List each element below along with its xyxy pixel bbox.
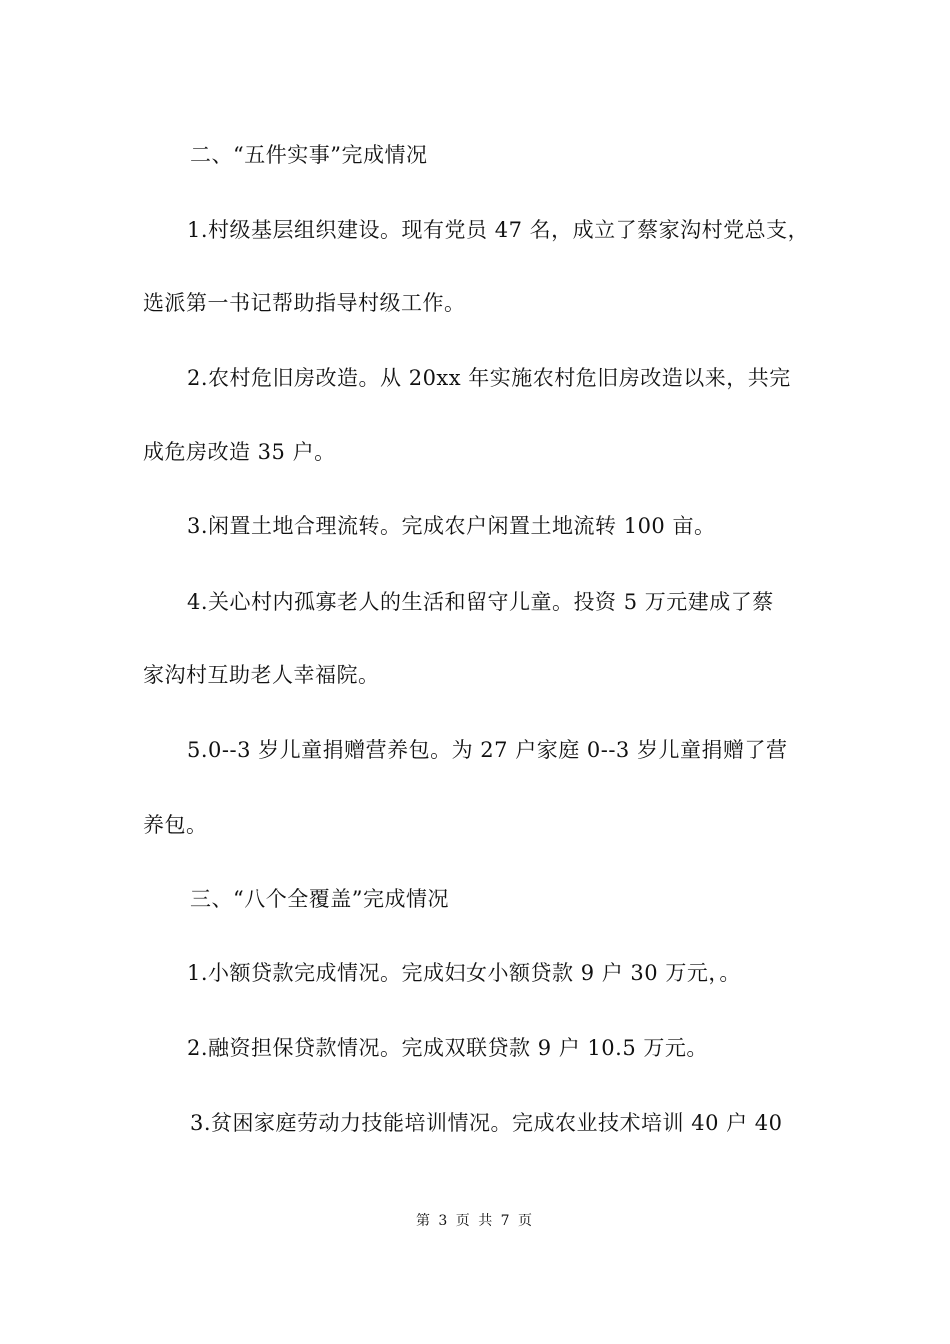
paragraph-line: 家沟村互助老人幸福院。 — [143, 663, 380, 687]
paragraph-line: 2.融资担保贷款情况。完成双联贷款 9 户 10.5 万元。 — [187, 1036, 708, 1060]
paragraph-line: 3.贫困家庭劳动力技能培训情况。完成农业技术培训 40 户 40 — [190, 1111, 783, 1135]
paragraph-line: 选派第一书记帮助指导村级工作。 — [143, 291, 466, 315]
paragraph-line: 3.闲置土地合理流转。完成农户闲置土地流转 100 亩。 — [187, 514, 716, 538]
paragraph-line: 4.关心村内孤寡老人的生活和留守儿童。投资 5 万元建成了蔡 — [187, 590, 774, 614]
section-heading-eight-coverage: 三、“八个全覆盖”完成情况 — [190, 887, 449, 911]
paragraph-line: 养包。 — [143, 813, 208, 837]
paragraph-line: 成危房改造 35 户。 — [143, 440, 336, 464]
paragraph-line: 5.0--3 岁儿童捐赠营养包。为 27 户家庭 0--3 岁儿童捐赠了营 — [187, 738, 788, 762]
paragraph-line: 1.村级基层组织建设。现有党员 47 名，成立了蔡家沟村党总支， — [187, 218, 810, 242]
paragraph-line: 2.农村危旧房改造。从 20xx 年实施农村危旧房改造以来，共完 — [187, 366, 791, 390]
paragraph-line: 1.小额贷款完成情况。完成妇女小额贷款 9 户 30 万元，。 — [187, 961, 741, 985]
section-heading-five-tasks: 二、“五件实事”完成情况 — [190, 143, 428, 167]
page-number-footer: 第 3 页 共 7 页 — [415, 1213, 535, 1229]
